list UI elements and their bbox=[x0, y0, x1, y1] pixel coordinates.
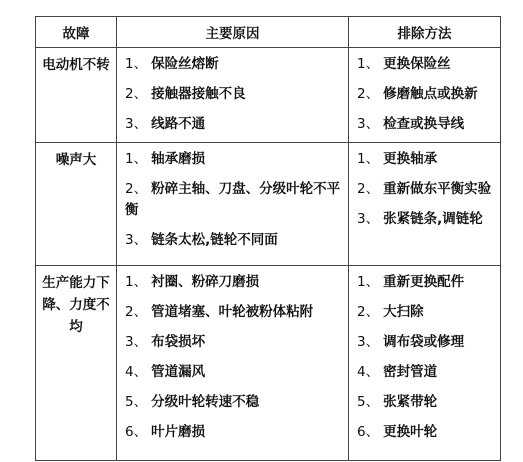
remedy-item: 6、 更换叶轮 bbox=[357, 424, 438, 440]
cause-item: 3、 链条太松,链轮不同面 bbox=[125, 232, 278, 248]
fault-cell bbox=[36, 266, 117, 461]
cause-item: 1、 轴承磨损 bbox=[125, 151, 206, 167]
causes-cell bbox=[117, 266, 349, 461]
remedy-item: 2、 重新做东平衡实验 bbox=[357, 181, 492, 197]
remedy-item: 5、 张紧带轮 bbox=[357, 394, 438, 410]
remedy-item: 1、 更换保险丝 bbox=[357, 56, 451, 72]
remedy-item: 3、 调布袋或修理 bbox=[357, 334, 465, 350]
remedy-item: 4、 密封管道 bbox=[357, 364, 438, 380]
remedies-cell bbox=[349, 143, 501, 266]
fault-name: 生产能力下降、力度不均 bbox=[42, 275, 110, 335]
table-row bbox=[36, 48, 501, 143]
causes-cell bbox=[117, 143, 349, 266]
remedy-item: 1、 更换轴承 bbox=[357, 151, 438, 167]
remedy-item: 2、 修磨触点或换新 bbox=[357, 86, 478, 102]
table-row bbox=[36, 266, 501, 461]
fault-name: 电动机不转 bbox=[42, 57, 110, 73]
cause-item: 3、 线路不通 bbox=[125, 116, 206, 132]
table-row bbox=[36, 143, 501, 266]
header-main-cause: 主要原因 bbox=[117, 17, 349, 48]
cause-item: 1、 衬圈、粉碎刀磨损 bbox=[125, 274, 260, 290]
header-remedy: 排除方法 bbox=[349, 17, 501, 48]
cause-item: 5、 分级叶轮转速不稳 bbox=[125, 394, 260, 410]
fault-cell bbox=[36, 48, 117, 143]
troubleshooting-table bbox=[35, 16, 501, 461]
remedy-item: 3、 检查或换导线 bbox=[357, 116, 465, 132]
cause-item: 4、 管道漏风 bbox=[125, 364, 206, 380]
cause-item: 2、 粉碎主轴、刀盘、分级叶轮不平衡 bbox=[125, 181, 341, 218]
remedies-cell bbox=[349, 266, 501, 461]
remedy-item: 2、 大扫除 bbox=[357, 304, 424, 320]
cause-item: 1、 保险丝熔断 bbox=[125, 56, 219, 72]
fault-cell bbox=[36, 143, 117, 266]
cause-item: 2、 接触器接触不良 bbox=[125, 86, 246, 102]
remedies-cell bbox=[349, 48, 501, 143]
header-fault: 故障 bbox=[36, 17, 117, 48]
causes-cell bbox=[117, 48, 349, 143]
table-header-row bbox=[36, 17, 501, 48]
cause-item: 2、 管道堵塞、叶轮被粉体粘附 bbox=[125, 304, 314, 320]
cause-item: 3、 布袋损坏 bbox=[125, 334, 206, 350]
remedy-item: 3、 张紧链条,调链轮 bbox=[357, 211, 483, 227]
fault-name: 噪声大 bbox=[55, 152, 97, 168]
cause-item: 6、 叶片磨损 bbox=[125, 424, 206, 440]
remedy-item: 1、 重新更换配件 bbox=[357, 274, 465, 290]
